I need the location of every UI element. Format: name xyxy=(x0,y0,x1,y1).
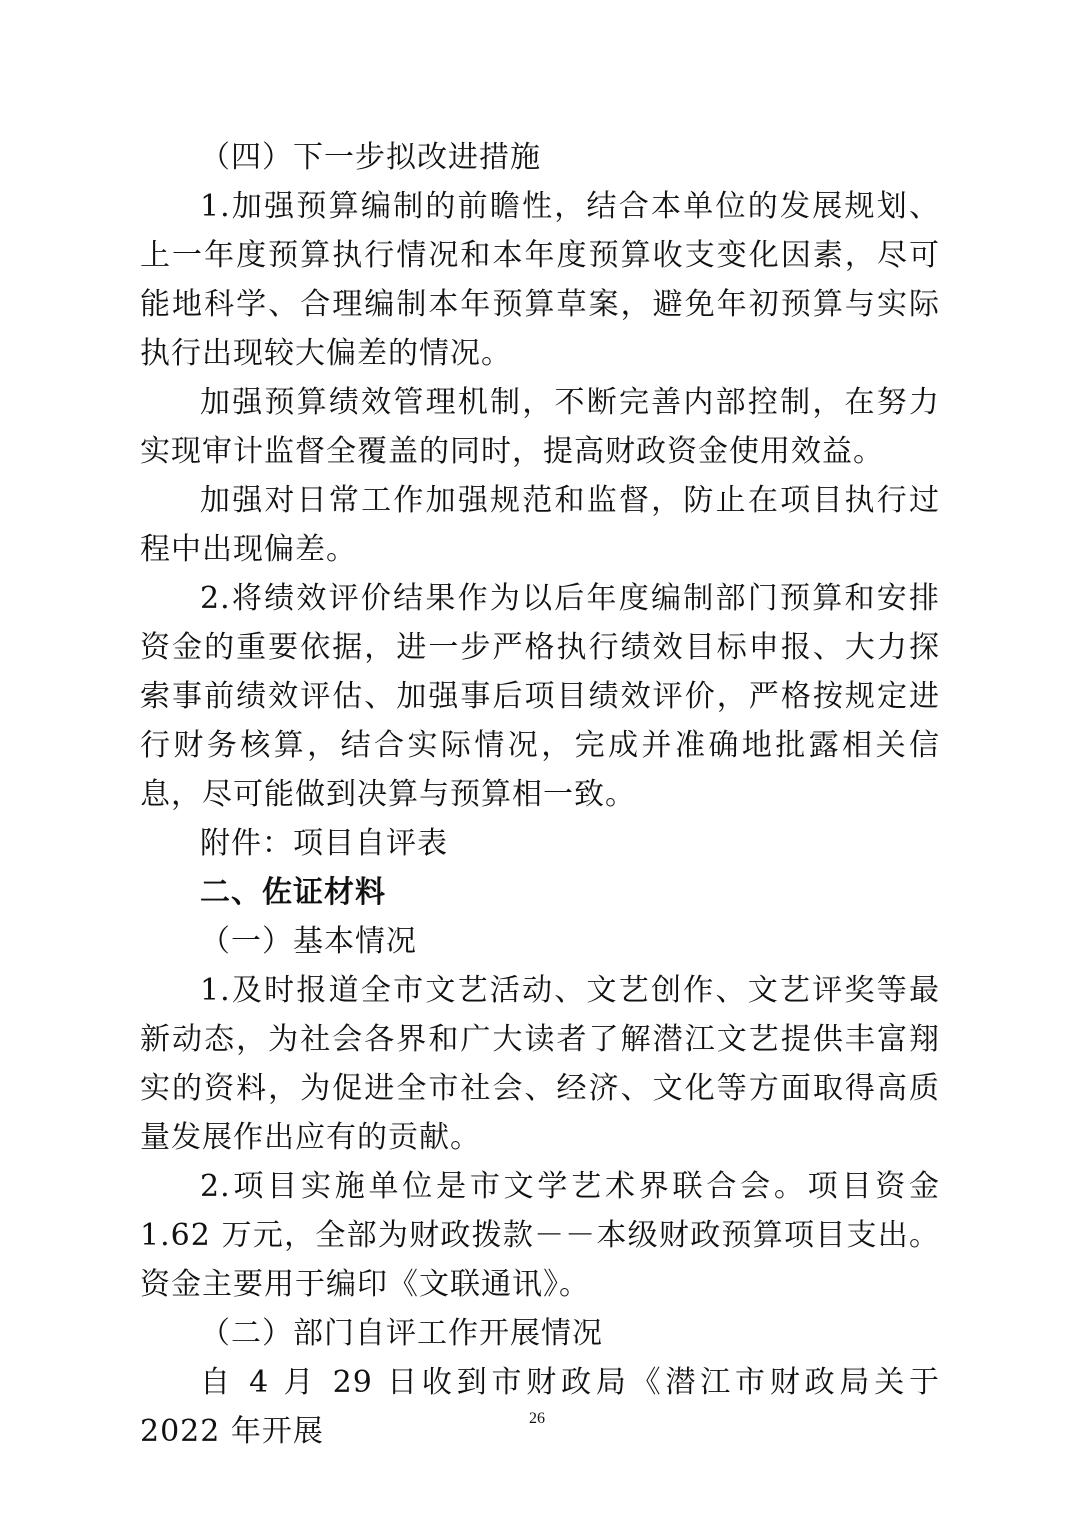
paragraph-budget-forecast: 1.加强预算编制的前瞻性，结合本单位的发展规划、上一年度预算执行情况和本年度预算收支变化因素，尽可能地科学、合理编制本年预算草案，避免年初预算与实际执行出现较大偏差的情况。 xyxy=(140,189,940,371)
paragraph-timely-reporting: 1.及时报道全市文艺活动、文艺创作、文艺评奖等最新动态，为社会各界和广大读者了解潜江文艺提供丰富翔实的资料，为促进全市社会、经济、文化等方面取得高质量发展作出应有的贡献。 xyxy=(140,973,940,1155)
document-body xyxy=(140,133,940,1456)
page-number: 26 xyxy=(529,1410,545,1427)
section-heading-improvement-measures: （四）下一步拟改进措施 xyxy=(200,140,541,175)
paragraph-attachment: 附件：项目自评表 xyxy=(200,826,448,861)
section-heading-supporting-materials: 二、佐证材料 xyxy=(200,875,386,910)
paragraph-performance-management: 加强预算绩效管理机制，不断完善内部控制，在努力实现审计监督全覆盖的同时，提高财政资金使用效益。 xyxy=(140,385,940,469)
paragraph-implementing-unit: 2.项目实施单位是市文学艺术界联合会。项目资金 1.62 万元，全部为财政拨款－－本级财政预算项目支出。资金主要用于编印《文联通讯》。 xyxy=(140,1169,940,1302)
paragraph-self-evaluation-start: 自 4 月 29 日收到市财政局《潜江市财政局关于 2022 年开展 xyxy=(140,1365,940,1449)
section-heading-basic-situation: （一）基本情况 xyxy=(200,924,417,959)
paragraph-evaluation-results: 2.将绩效评价结果作为以后年度编制部门预算和安排资金的重要依据，进一步严格执行绩效目标申报、大力探索事前绩效评估、加强事后项目绩效评价，严格按规定进行财务核算，结合实际情况，完成并准确地批露相关信息，尽可能做到决算与预算相一致。 xyxy=(140,581,940,812)
paragraph-daily-supervision: 加强对日常工作加强规范和监督，防止在项目执行过程中出现偏差。 xyxy=(140,483,940,567)
section-heading-self-evaluation: （二）部门自评工作开展情况 xyxy=(200,1316,603,1351)
